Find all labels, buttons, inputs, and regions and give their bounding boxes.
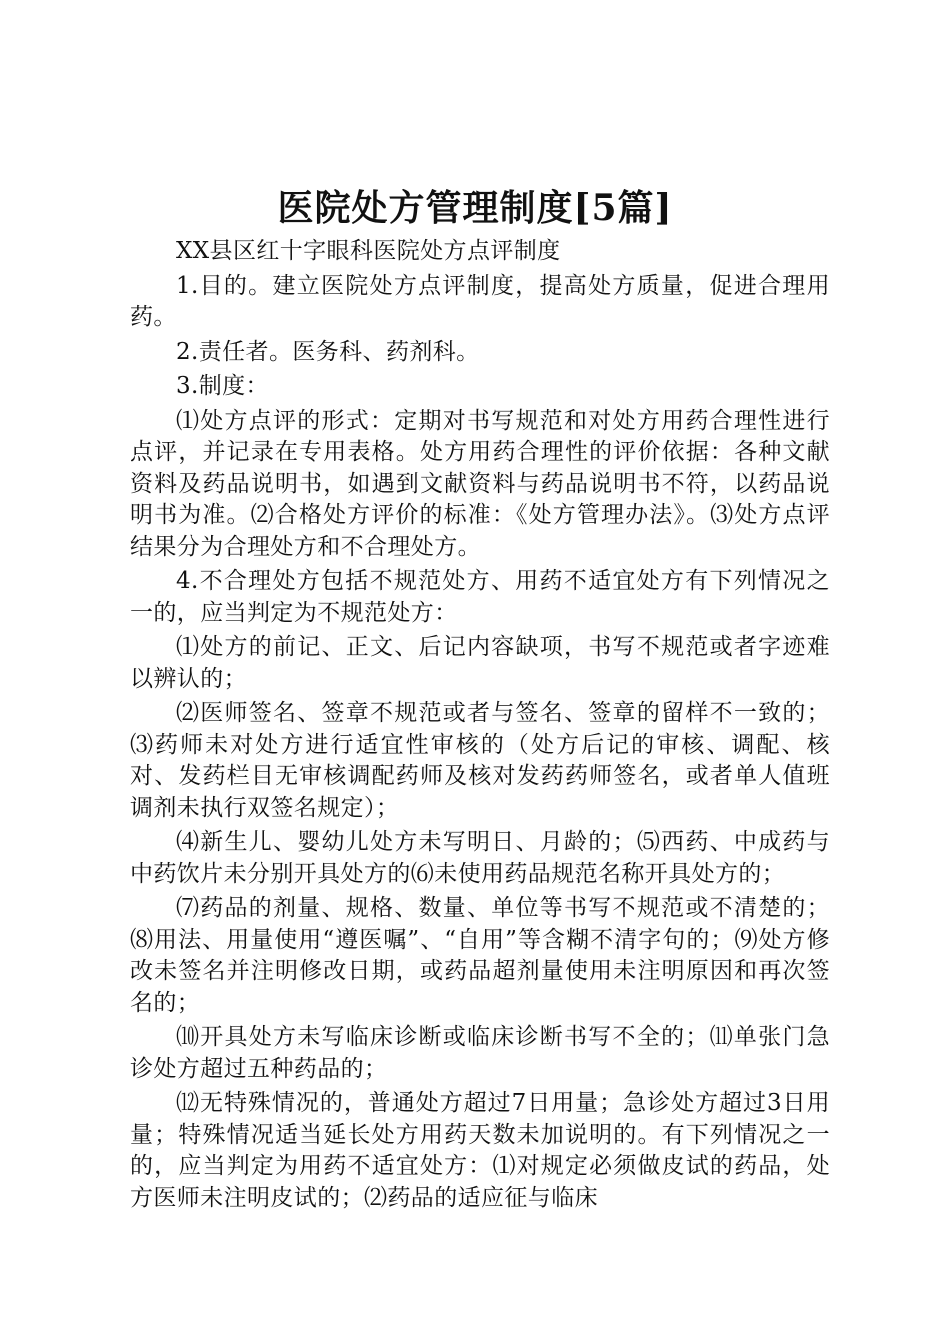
paragraph-item-1: ⑴处方的前记、正文、后记内容缺项，书写不规范或者字迹难以辨认的； [130,634,830,692]
document-body [130,236,830,1214]
paragraph-item-2-3: ⑵医师签名、签章不规范或者与签名、签章的留样不一致的；⑶药师未对处方进行适宜性审核的（处方后记的审核、调配、核对、发药栏目无审核调配药师及核对发药药师签名，或者单人值班调剂未执行双签名规定）； [130,700,830,821]
paragraph-unreasonable: 4.不合理处方包括不规范处方、用药不适宜处方有下列情况之一的，应当判定为不规范处方： [130,568,830,626]
paragraph-item-7-9: ⑺药品的剂量、规格、数量、单位等书写不规范或不清楚的；⑻用法、用量使用“遵医嘱”、“自用”等含糊不清字句的；⑼处方修改未签名并注明修改日期，或药品超剂量使用未注明原因和再次签名的； [130,895,830,1016]
paragraph-system: 3.制度： [176,373,269,399]
paragraph-review-form: ⑴处方点评的形式：定期对书写规范和对处方用药合理性进行点评，并记录在专用表格。处方用药合理性的评价依据：各种文献资料及药品说明书，如遇到文献资料与药品说明书不符，以药品说明书为准。⑵合格处方评价的标准：《处方管理办法》。⑶处方点评结果分为合理处方和不合理处方。 [130,407,830,560]
paragraph-heading: XX县区红十字眼科医院处方点评制度 [176,238,561,264]
paragraph-item-4-6: ⑷新生儿、婴幼儿处方未写明日、月龄的；⑸西药、中成药与中药饮片未分别开具处方的⑹未使用药品规范名称开具处方的； [130,829,830,887]
document-title: 医院处方管理制度[5篇] [277,187,673,229]
paragraph-item-12: ⑿无特殊情况的，普通处方超过7日用量；急诊处方超过3日用量；特殊情况适当延长处方用药天数未加说明的。有下列情况之一的，应当判定为用药不适宜处方：⑴对规定必须做皮试的药品，处方医师未注明皮试的；⑵药品的适应征与临床 [130,1090,830,1211]
paragraph-responsible: 2.责任者。医务科、药剂科。 [176,338,480,365]
paragraph-item-10-11: ⑽开具处方未写临床诊断或临床诊断书写不全的；⑾单张门急诊处方超过五种药品的； [130,1024,830,1082]
paragraph-purpose: 1.目的。建立医院处方点评制度，提高处方质量，促进合理用药。 [130,272,830,330]
